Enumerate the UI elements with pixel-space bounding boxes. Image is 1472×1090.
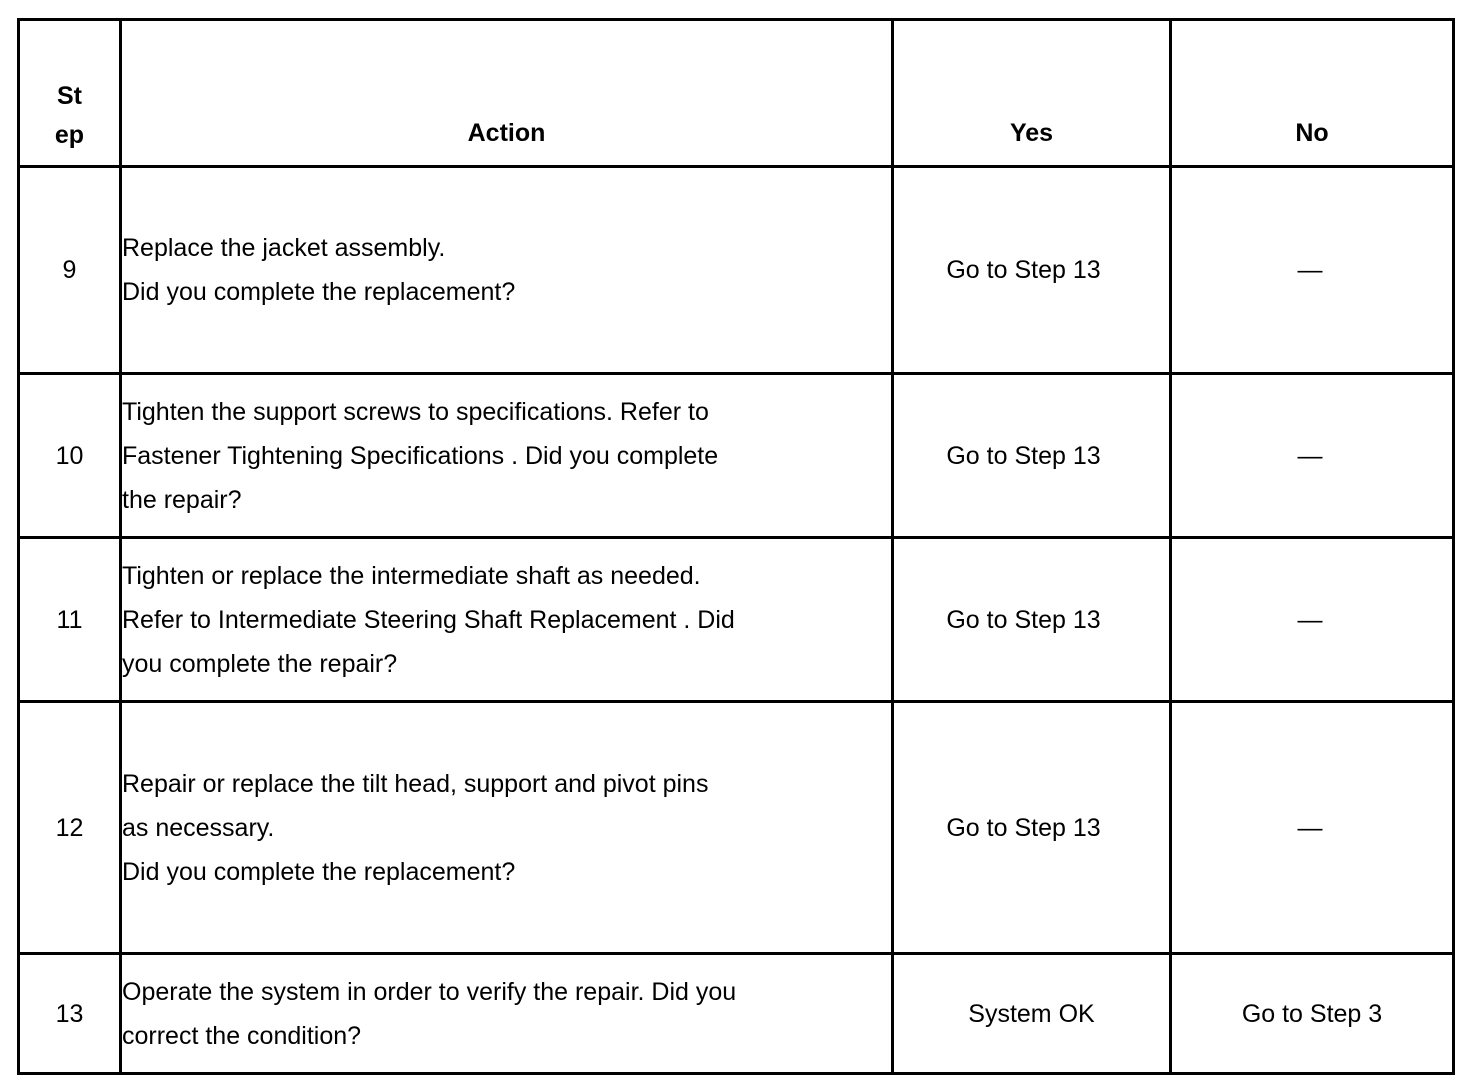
no-cell	[1171, 702, 1454, 954]
no-cell	[1171, 954, 1454, 1074]
action-line: Operate the system in order to verify the repair. Did you	[122, 977, 737, 1006]
action-cell	[121, 374, 893, 538]
action-line: Repair or replace the tilt head, support and pivot pins	[122, 769, 709, 798]
no-result: —	[1297, 256, 1323, 284]
action-line: Replace the jacket assembly.	[122, 234, 446, 262]
step-number: 12	[19, 702, 121, 954]
header-step-line1: St	[57, 82, 82, 110]
header-yes: Yes	[893, 20, 1171, 167]
no-cell	[1171, 167, 1454, 374]
no-cell	[1171, 538, 1454, 702]
action-cell	[121, 538, 893, 702]
yes-result: Go to Step 13	[946, 813, 1101, 842]
header-no: No	[1171, 20, 1454, 167]
step-number: 10	[19, 374, 121, 538]
action-cell	[121, 702, 893, 954]
yes-result: Go to Step 13	[946, 441, 1101, 470]
header-step	[19, 20, 121, 167]
no-result: —	[1297, 441, 1323, 470]
header-step-line2: ep	[54, 121, 85, 149]
action-line: Did you complete the replacement?	[122, 278, 516, 306]
action-cell	[121, 167, 893, 374]
step-number: 13	[19, 954, 121, 1074]
table-row	[19, 167, 1454, 374]
yes-cell	[893, 374, 1171, 538]
action-line: Tighten or replace the intermediate shaft as needed.	[122, 561, 701, 590]
step-number: 11	[19, 538, 121, 702]
no-result: —	[1297, 605, 1323, 634]
yes-cell	[893, 954, 1171, 1074]
yes-cell	[893, 167, 1171, 374]
yes-result: Go to Step 13	[946, 605, 1101, 634]
yes-result: System OK	[968, 999, 1095, 1028]
action-line: you complete the repair?	[122, 649, 398, 678]
action-line: Did you complete the replacement?	[122, 857, 516, 886]
no-result: —	[1297, 813, 1323, 842]
table-row	[19, 702, 1454, 954]
step-number: 9	[19, 167, 121, 374]
table-header-row	[19, 20, 1454, 167]
action-line: Refer to Intermediate Steering Shaft Replacement . Did	[122, 605, 735, 634]
no-result: Go to Step 3	[1241, 999, 1383, 1028]
no-cell	[1171, 374, 1454, 538]
yes-cell	[893, 538, 1171, 702]
header-action: Action	[121, 20, 893, 167]
action-line: as necessary.	[122, 813, 275, 842]
table-row	[19, 954, 1454, 1074]
diagnostic-steps-table	[17, 18, 1455, 1075]
yes-cell	[893, 702, 1171, 954]
yes-result: Go to Step 13	[946, 256, 1101, 284]
action-cell	[121, 954, 893, 1074]
action-line: correct the condition?	[122, 1021, 362, 1050]
table-row	[19, 374, 1454, 538]
action-line: the repair?	[122, 485, 242, 514]
action-line: Tighten the support screws to specifications. Refer to	[122, 397, 709, 426]
table-row	[19, 538, 1454, 702]
action-line: Fastener Tightening Specifications . Did you complete	[122, 441, 719, 470]
